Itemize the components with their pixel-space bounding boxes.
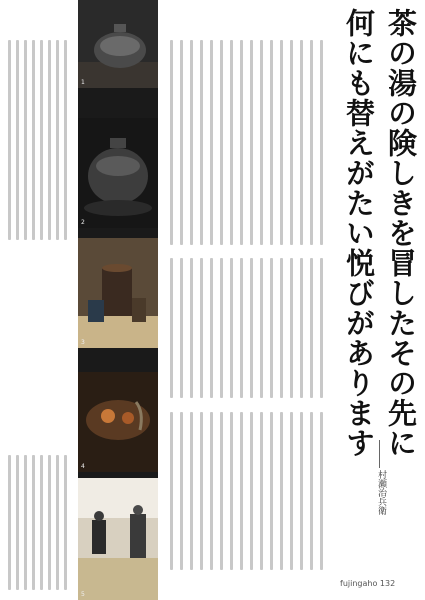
text-column-placeholder	[200, 412, 203, 570]
photo-tea-containers	[78, 238, 158, 348]
text-column-placeholder	[270, 412, 273, 570]
tearoom-image	[78, 478, 158, 600]
text-column-placeholder	[8, 455, 11, 590]
text-column-placeholder	[290, 412, 293, 570]
text-column-placeholder	[200, 40, 203, 245]
page-number: 132	[379, 579, 396, 588]
sweets-image	[78, 372, 158, 472]
text-column-placeholder	[230, 412, 233, 570]
photo-number: 3	[81, 339, 85, 346]
text-column-placeholder	[300, 258, 303, 398]
text-column-placeholder	[40, 40, 43, 240]
kettle-image-1	[78, 0, 158, 88]
text-column-placeholder	[280, 258, 283, 398]
magazine-name: fujingaho	[340, 579, 378, 588]
text-column-placeholder	[320, 258, 323, 398]
text-column-placeholder	[310, 40, 313, 245]
text-column-placeholder	[170, 412, 173, 570]
photo-number: 1	[81, 79, 85, 86]
text-column-placeholder	[240, 40, 243, 245]
text-column-placeholder	[320, 412, 323, 570]
article-title-line-2: 何にも替えがたい悦びがあります	[342, 8, 376, 458]
page-footer	[340, 579, 395, 588]
text-column-placeholder	[32, 40, 35, 240]
text-column-placeholder	[220, 258, 223, 398]
photo-number: 5	[81, 591, 85, 598]
article-title-line-1: 茶の湯の険しきを冒したその先に	[384, 8, 418, 458]
text-column-placeholder	[270, 40, 273, 245]
text-column-placeholder	[280, 412, 283, 570]
photo-iron-kettle-2	[78, 118, 158, 228]
text-column-placeholder	[8, 40, 11, 240]
photo-sweets-tray	[78, 372, 158, 472]
text-column-placeholder	[250, 412, 253, 570]
text-column-placeholder	[190, 412, 193, 570]
text-column-placeholder	[210, 40, 213, 245]
text-column-placeholder	[200, 258, 203, 398]
text-column-placeholder	[16, 40, 19, 240]
photo-strip	[78, 0, 158, 600]
text-column-placeholder	[180, 40, 183, 245]
text-column-placeholder	[300, 40, 303, 245]
containers-image	[78, 238, 158, 348]
text-column-placeholder	[64, 40, 67, 240]
photo-tea-ceremony-room	[78, 478, 158, 600]
text-column-placeholder	[48, 40, 51, 240]
text-column-placeholder	[260, 40, 263, 245]
text-column-placeholder	[180, 412, 183, 570]
text-column-placeholder	[40, 455, 43, 590]
text-column-placeholder	[56, 455, 59, 590]
text-column-placeholder	[310, 258, 313, 398]
text-column-placeholder	[210, 412, 213, 570]
text-column-placeholder	[320, 40, 323, 245]
text-column-placeholder	[250, 40, 253, 245]
byline: 村瀬治兵衛	[376, 470, 386, 515]
text-column-placeholder	[190, 258, 193, 398]
text-column-placeholder	[240, 412, 243, 570]
text-column-placeholder	[180, 258, 183, 398]
photo-number: 2	[81, 219, 85, 226]
text-column-placeholder	[270, 258, 273, 398]
text-column-placeholder	[210, 258, 213, 398]
text-column-placeholder	[24, 40, 27, 240]
text-column-placeholder	[260, 258, 263, 398]
text-column-placeholder	[56, 40, 59, 240]
text-column-placeholder	[290, 258, 293, 398]
text-column-placeholder	[32, 455, 35, 590]
photo-number: 4	[81, 463, 85, 470]
text-column-placeholder	[24, 455, 27, 590]
text-column-placeholder	[310, 412, 313, 570]
text-column-placeholder	[170, 40, 173, 245]
text-column-placeholder	[230, 40, 233, 245]
text-column-placeholder	[48, 455, 51, 590]
text-column-placeholder	[170, 258, 173, 398]
text-column-placeholder	[220, 40, 223, 245]
text-column-placeholder	[290, 40, 293, 245]
byline-rule	[379, 440, 380, 468]
text-column-placeholder	[300, 412, 303, 570]
text-column-placeholder	[230, 258, 233, 398]
text-column-placeholder	[220, 412, 223, 570]
text-column-placeholder	[260, 412, 263, 570]
text-column-placeholder	[16, 455, 19, 590]
text-column-placeholder	[240, 258, 243, 398]
photo-iron-kettle-1	[78, 0, 158, 88]
text-column-placeholder	[64, 455, 67, 590]
text-column-placeholder	[190, 40, 193, 245]
text-column-placeholder	[250, 258, 253, 398]
text-column-placeholder	[280, 40, 283, 245]
kettle-image-2	[78, 118, 158, 228]
